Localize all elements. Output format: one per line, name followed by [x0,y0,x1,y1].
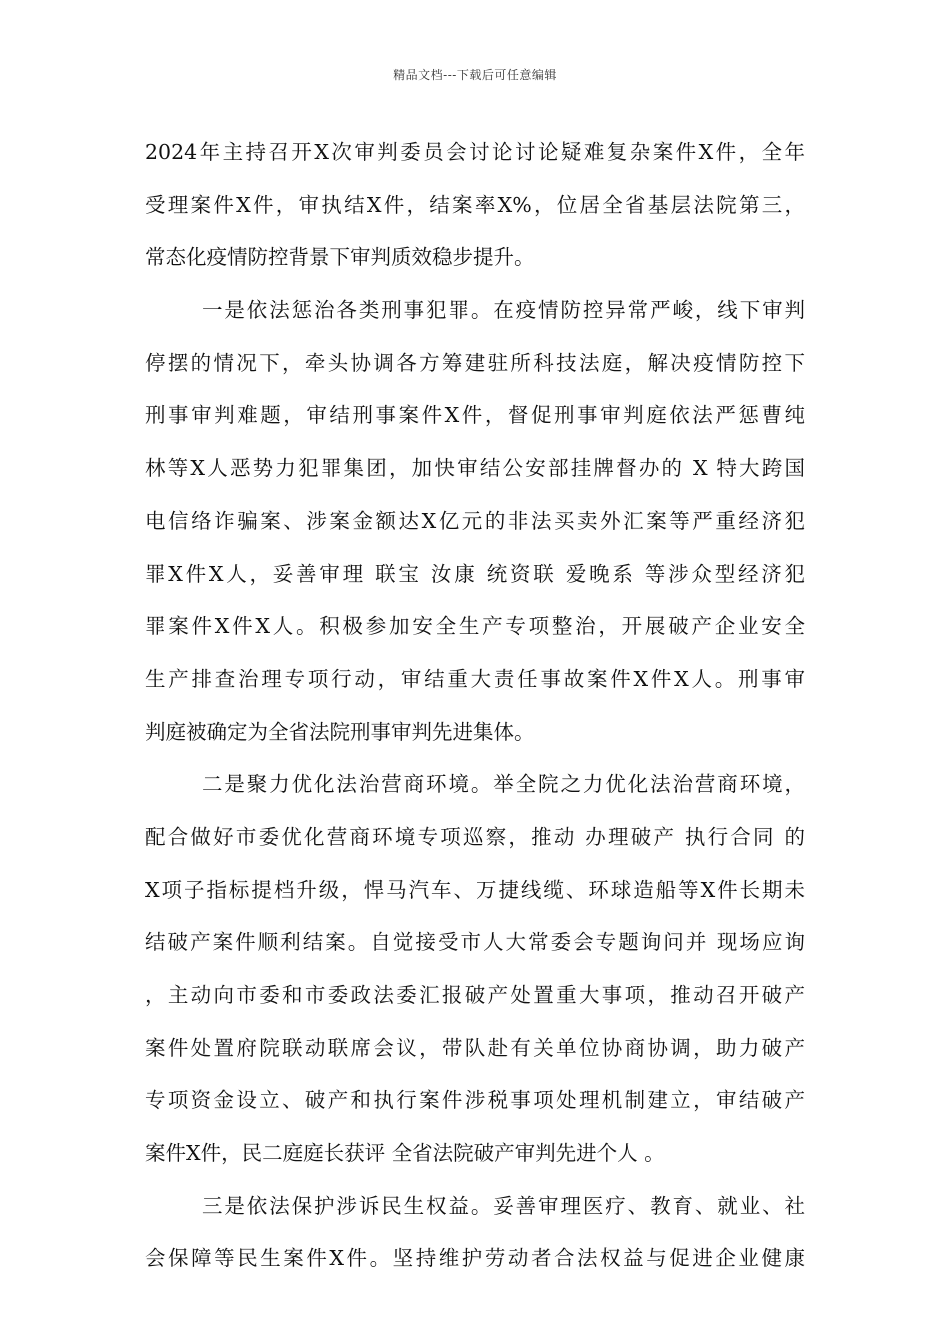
paragraph [145,126,805,284]
page-header: 精品文档---下载后可任意编辑 [393,68,557,82]
text-line: X项子指标提档升级，悍马汽车、万捷线缆、环球造船等X件长期未 [145,877,805,902]
text-line: 案件X件，民二庭庭长获评 全省法院破产审判先进个人 。 [145,1141,665,1166]
text-line: 配合做好市委优化营商环境专项巡察，推动 办理破产 执行合同 的 [145,824,805,849]
text-line: 停摆的情况下，牵头协调各方筹建驻所科技法庭，解决疫情防控下 [145,350,805,375]
text-line: 生产排查治理专项行动，审结重大责任事故案件X件X人。刑事审 [145,666,805,691]
text-line: 专项资金设立、破产和执行案件涉税事项处理机制建立，审结破产 [145,1088,805,1113]
text-line: 罪X件X人，妥善审理 联宝 汝康 统资联 爱晚系 等涉众型经济犯 [145,561,805,586]
paragraph [145,1180,805,1285]
text-line: 结破产案件顺利结案。自觉接受市人大常委会专题询问并 现场应询 [145,930,805,955]
text-line: 会保障等民生案件X件。坚持维护劳动者合法权益与促进企业健康 [145,1246,805,1271]
paragraph [145,758,805,1180]
paragraph [145,284,805,758]
text-line: ，主动向市委和市委政法委汇报破产处置重大事项，推动召开破产 [145,983,805,1007]
document-body [145,126,805,1285]
text-line: 常态化疫情防控背景下审判质效稳步提升。 [145,245,535,270]
text-line: 受理案件X件，审执结X件，结案率X%，位居全省基层法院第三， [145,192,805,217]
text-line: 一是依法惩治各类刑事犯罪。在疫情防控异常严峻，线下审判 [202,298,805,323]
text-line: 电信络诈骗案、涉案金额达X亿元的非法买卖外汇案等严重经济犯 [145,508,805,533]
text-line: 2024年主持召开X次审判委员会讨论讨论疑难复杂案件X件，全年 [145,140,805,164]
text-line: 罪案件X件X人。积极参加安全生产专项整治，开展破产企业安全 [145,614,805,639]
text-line: 林等X人恶势力犯罪集团，加快审结公安部挂牌督办的 X 特大跨国 [145,456,805,481]
text-line: 二是聚力优化法治营商环境。举全院之力优化法治营商环境， [202,772,805,797]
text-line: 三是依法保护涉诉民生权益。妥善审理医疗、教育、就业、社 [202,1193,805,1218]
text-line: 判庭被确定为全省法院刑事审判先进集体。 [145,719,535,744]
text-line: 刑事审判难题，审结刑事案件X件，督促刑事审判庭依法严惩曹纯 [145,403,805,428]
text-line: 案件处置府院联动联席会议，带队赴有关单位协商协调，助力破产 [145,1035,805,1060]
